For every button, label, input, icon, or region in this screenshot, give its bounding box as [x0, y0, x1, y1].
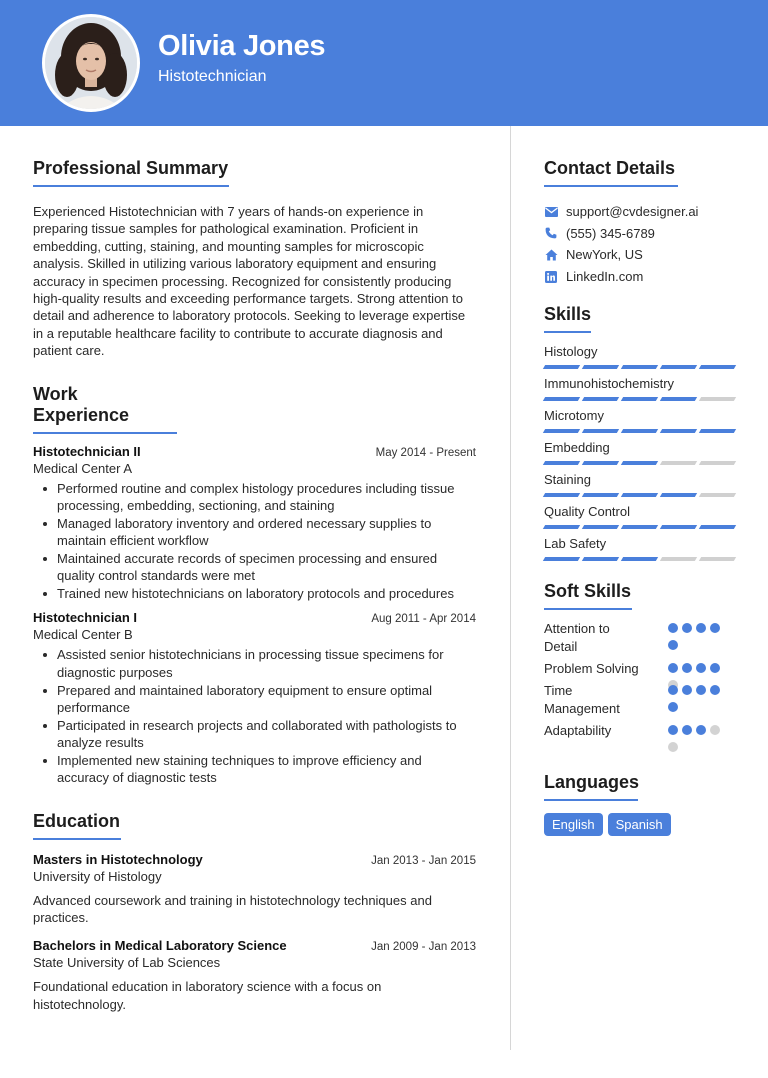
job-entry	[33, 444, 476, 603]
rating-segment-empty	[699, 461, 736, 465]
skill-name: Histology	[544, 344, 598, 360]
rating-dot-filled	[710, 685, 720, 695]
education-date: Jan 2013 - Jan 2015	[371, 854, 476, 867]
candidate-name: Olivia Jones	[158, 30, 326, 62]
rating-segment-empty	[699, 557, 736, 561]
skill-rating-bar	[544, 429, 740, 433]
job-date: May 2014 - Present	[375, 446, 476, 459]
skill-name: Quality Control	[544, 504, 630, 520]
soft-skill-rating	[668, 685, 724, 712]
degree-title: Masters in Histotechnology	[33, 851, 203, 867]
skill-rating-bar	[544, 397, 740, 401]
rating-segment-empty	[660, 557, 697, 561]
education-heading: Education	[33, 811, 121, 840]
linkedin-icon	[544, 270, 558, 284]
skill-item	[544, 407, 740, 439]
rating-segment-filled	[699, 365, 736, 369]
job-title: Histotechnician II	[33, 443, 141, 459]
rating-dot-filled	[696, 663, 706, 673]
skill-rating-bar	[544, 557, 740, 561]
job-bullet: Managed laboratory inventory and ordered necessary supplies to maintain efficient workflow	[33, 515, 476, 550]
rating-dot-filled	[696, 685, 706, 695]
skill-rating-bar	[544, 493, 740, 497]
rating-segment-empty	[699, 397, 736, 401]
rating-dot-empty	[668, 742, 678, 752]
soft-skill-rating	[668, 623, 724, 650]
rating-segment-filled	[582, 365, 619, 369]
rating-dot-filled	[668, 702, 678, 712]
profile-photo-image	[45, 17, 137, 109]
rating-dot-filled	[710, 623, 720, 633]
skill-name: Microtomy	[544, 408, 604, 424]
rating-segment-filled	[543, 525, 580, 529]
education-section	[33, 811, 476, 1014]
email-text: support@cvdesigner.ai	[566, 204, 699, 220]
location-text: NewYork, US	[566, 247, 643, 263]
rating-segment-filled	[582, 493, 619, 497]
job-bullet: Implemented new staining techniques to improve efficiency and accuracy of diagnostic tests	[33, 752, 476, 787]
rating-dot-filled	[682, 725, 692, 735]
rating-segment-empty	[699, 493, 736, 497]
contact-email[interactable]	[544, 201, 740, 223]
soft-skills-section	[544, 581, 740, 744]
contact-phone[interactable]	[544, 223, 740, 245]
skill-item	[544, 503, 740, 535]
skill-item	[544, 375, 740, 407]
sidebar-column	[544, 158, 740, 836]
summary-text: Experienced Histotechnician with 7 years of hands-on experience in preparing tissue samples for pathological examination. Proficient in embedding, cutting, staining, and mounting samples for microscopic analysis. Skilled in utilizing various laboratory equipment and ensuring accuracy in specimen processing. Recognized for consistently producing high-quality results and exceeding performance targets. Strong attention to detail and adherence to laboratory protocols. Seeking to leverage expertise in a reputable healthcare facility to contribute to accurate diagnosis and patient care.	[33, 204, 466, 359]
column-divider	[510, 126, 511, 1050]
skill-item	[544, 343, 740, 375]
rating-dot-filled	[668, 623, 678, 633]
rating-segment-filled	[543, 397, 580, 401]
skill-name: Embedding	[544, 440, 610, 456]
rating-segment-filled	[621, 429, 658, 433]
rating-dot-filled	[668, 640, 678, 650]
skills-list	[544, 343, 740, 567]
job-bullets	[33, 646, 476, 786]
language-tag: Spanish	[608, 813, 671, 836]
job-entry	[33, 610, 476, 786]
rating-dot-filled	[668, 685, 678, 695]
soft-skills-heading: Soft Skills	[544, 581, 632, 610]
job-bullet: Assisted senior histotechnicians in processing tissue specimens for diagnostic purposes	[33, 646, 476, 681]
contact-location	[544, 244, 740, 266]
rating-segment-filled	[660, 397, 697, 401]
language-tags	[544, 813, 740, 836]
envelope-icon	[544, 205, 558, 219]
rating-dot-filled	[696, 725, 706, 735]
soft-skill-name: Time Management	[544, 683, 620, 716]
rating-segment-filled	[660, 525, 697, 529]
summary-section	[33, 158, 476, 360]
rating-segment-filled	[543, 461, 580, 465]
rating-segment-filled	[621, 557, 658, 561]
home-icon	[544, 248, 558, 262]
rating-segment-filled	[543, 557, 580, 561]
job-bullet: Maintained accurate records of specimen processing and ensured quality control standards were met	[33, 550, 476, 585]
rating-segment-filled	[621, 397, 658, 401]
rating-segment-filled	[543, 365, 580, 369]
rating-segment-filled	[543, 493, 580, 497]
rating-segment-filled	[582, 557, 619, 561]
rating-dot-empty	[710, 725, 720, 735]
rating-dot-filled	[710, 663, 720, 673]
skill-name: Immunohistochemistry	[544, 376, 675, 392]
contact-heading: Contact Details	[544, 158, 678, 187]
education-entry	[33, 852, 476, 927]
soft-skill-item	[544, 620, 740, 660]
rating-segment-filled	[621, 525, 658, 529]
rating-segment-filled	[621, 461, 658, 465]
skills-heading: Skills	[544, 304, 591, 333]
skill-rating-bar	[544, 461, 740, 465]
languages-section	[544, 772, 740, 836]
skill-name: Staining	[544, 472, 591, 488]
soft-skill-item	[544, 660, 740, 682]
rating-segment-filled	[660, 429, 697, 433]
languages-heading: Languages	[544, 772, 638, 801]
rating-segment-filled	[582, 397, 619, 401]
soft-skills-list	[544, 620, 740, 744]
skill-rating-bar	[544, 525, 740, 529]
job-bullets	[33, 480, 476, 603]
job-organization: Medical Center A	[33, 460, 132, 476]
rating-dot-filled	[696, 623, 706, 633]
language-tag: English	[544, 813, 603, 836]
work-heading: Work Experience	[33, 384, 177, 434]
skill-item	[544, 439, 740, 471]
skill-name: Lab Safety	[544, 536, 607, 552]
education-description: Advanced coursework and training in histotechnology techniques and practices.	[33, 892, 432, 925]
degree-title: Bachelors in Medical Laboratory Science	[33, 938, 287, 954]
rating-dot-filled	[668, 663, 678, 673]
resume-header	[0, 0, 768, 126]
linkedin-text: LinkedIn.com	[566, 269, 644, 285]
job-date: Aug 2011 - Apr 2014	[371, 613, 476, 626]
skill-item	[544, 535, 740, 567]
education-description: Foundational education in laboratory science with a focus on histotechnology.	[33, 979, 382, 1012]
job-organization: Medical Center B	[33, 627, 133, 643]
soft-skill-item	[544, 682, 740, 722]
contact-linkedin[interactable]	[544, 266, 740, 288]
main-column	[33, 158, 476, 1013]
education-entry	[33, 938, 476, 1013]
school-name: University of Histology	[33, 868, 162, 884]
rating-segment-filled	[660, 365, 697, 369]
rating-segment-filled	[621, 365, 658, 369]
profile-photo	[42, 14, 140, 112]
phone-text: (555) 345-6789	[566, 225, 655, 241]
rating-dot-filled	[668, 725, 678, 735]
education-date: Jan 2009 - Jan 2013	[371, 941, 476, 954]
contact-section	[544, 158, 740, 287]
rating-segment-filled	[582, 429, 619, 433]
rating-segment-filled	[660, 493, 697, 497]
summary-heading: Professional Summary	[33, 158, 229, 187]
soft-skill-item	[544, 722, 740, 744]
rating-segment-filled	[543, 429, 580, 433]
job-bullet: Prepared and maintained laboratory equipment to ensure optimal performance	[33, 682, 476, 717]
skills-section	[544, 304, 740, 567]
skill-rating-bar	[544, 365, 740, 369]
rating-dot-filled	[682, 623, 692, 633]
soft-skill-name: Attention to Detail	[544, 621, 610, 654]
job-bullet: Performed routine and complex histology procedures including tissue processing, embedding, sectioning, and staining	[33, 480, 476, 515]
rating-segment-empty	[660, 461, 697, 465]
soft-skill-rating	[668, 725, 724, 752]
rating-dot-filled	[682, 685, 692, 695]
job-bullet: Trained new histotechnicians on laboratory protocols and procedures	[33, 585, 476, 602]
rating-dot-filled	[682, 663, 692, 673]
soft-skill-name: Adaptability	[544, 723, 612, 739]
rating-segment-filled	[699, 429, 736, 433]
rating-segment-filled	[621, 493, 658, 497]
rating-segment-filled	[582, 461, 619, 465]
job-title: Histotechnician I	[33, 610, 138, 626]
school-name: State University of Lab Sciences	[33, 955, 221, 971]
phone-icon	[544, 226, 558, 240]
job-bullet: Participated in research projects and collaborated with pathologists to analyze results	[33, 717, 476, 752]
skill-item	[544, 471, 740, 503]
candidate-role: Histotechnician	[158, 68, 267, 85]
work-section	[33, 384, 476, 787]
rating-segment-filled	[699, 525, 736, 529]
soft-skill-name: Problem Solving	[544, 661, 639, 677]
rating-segment-filled	[582, 525, 619, 529]
